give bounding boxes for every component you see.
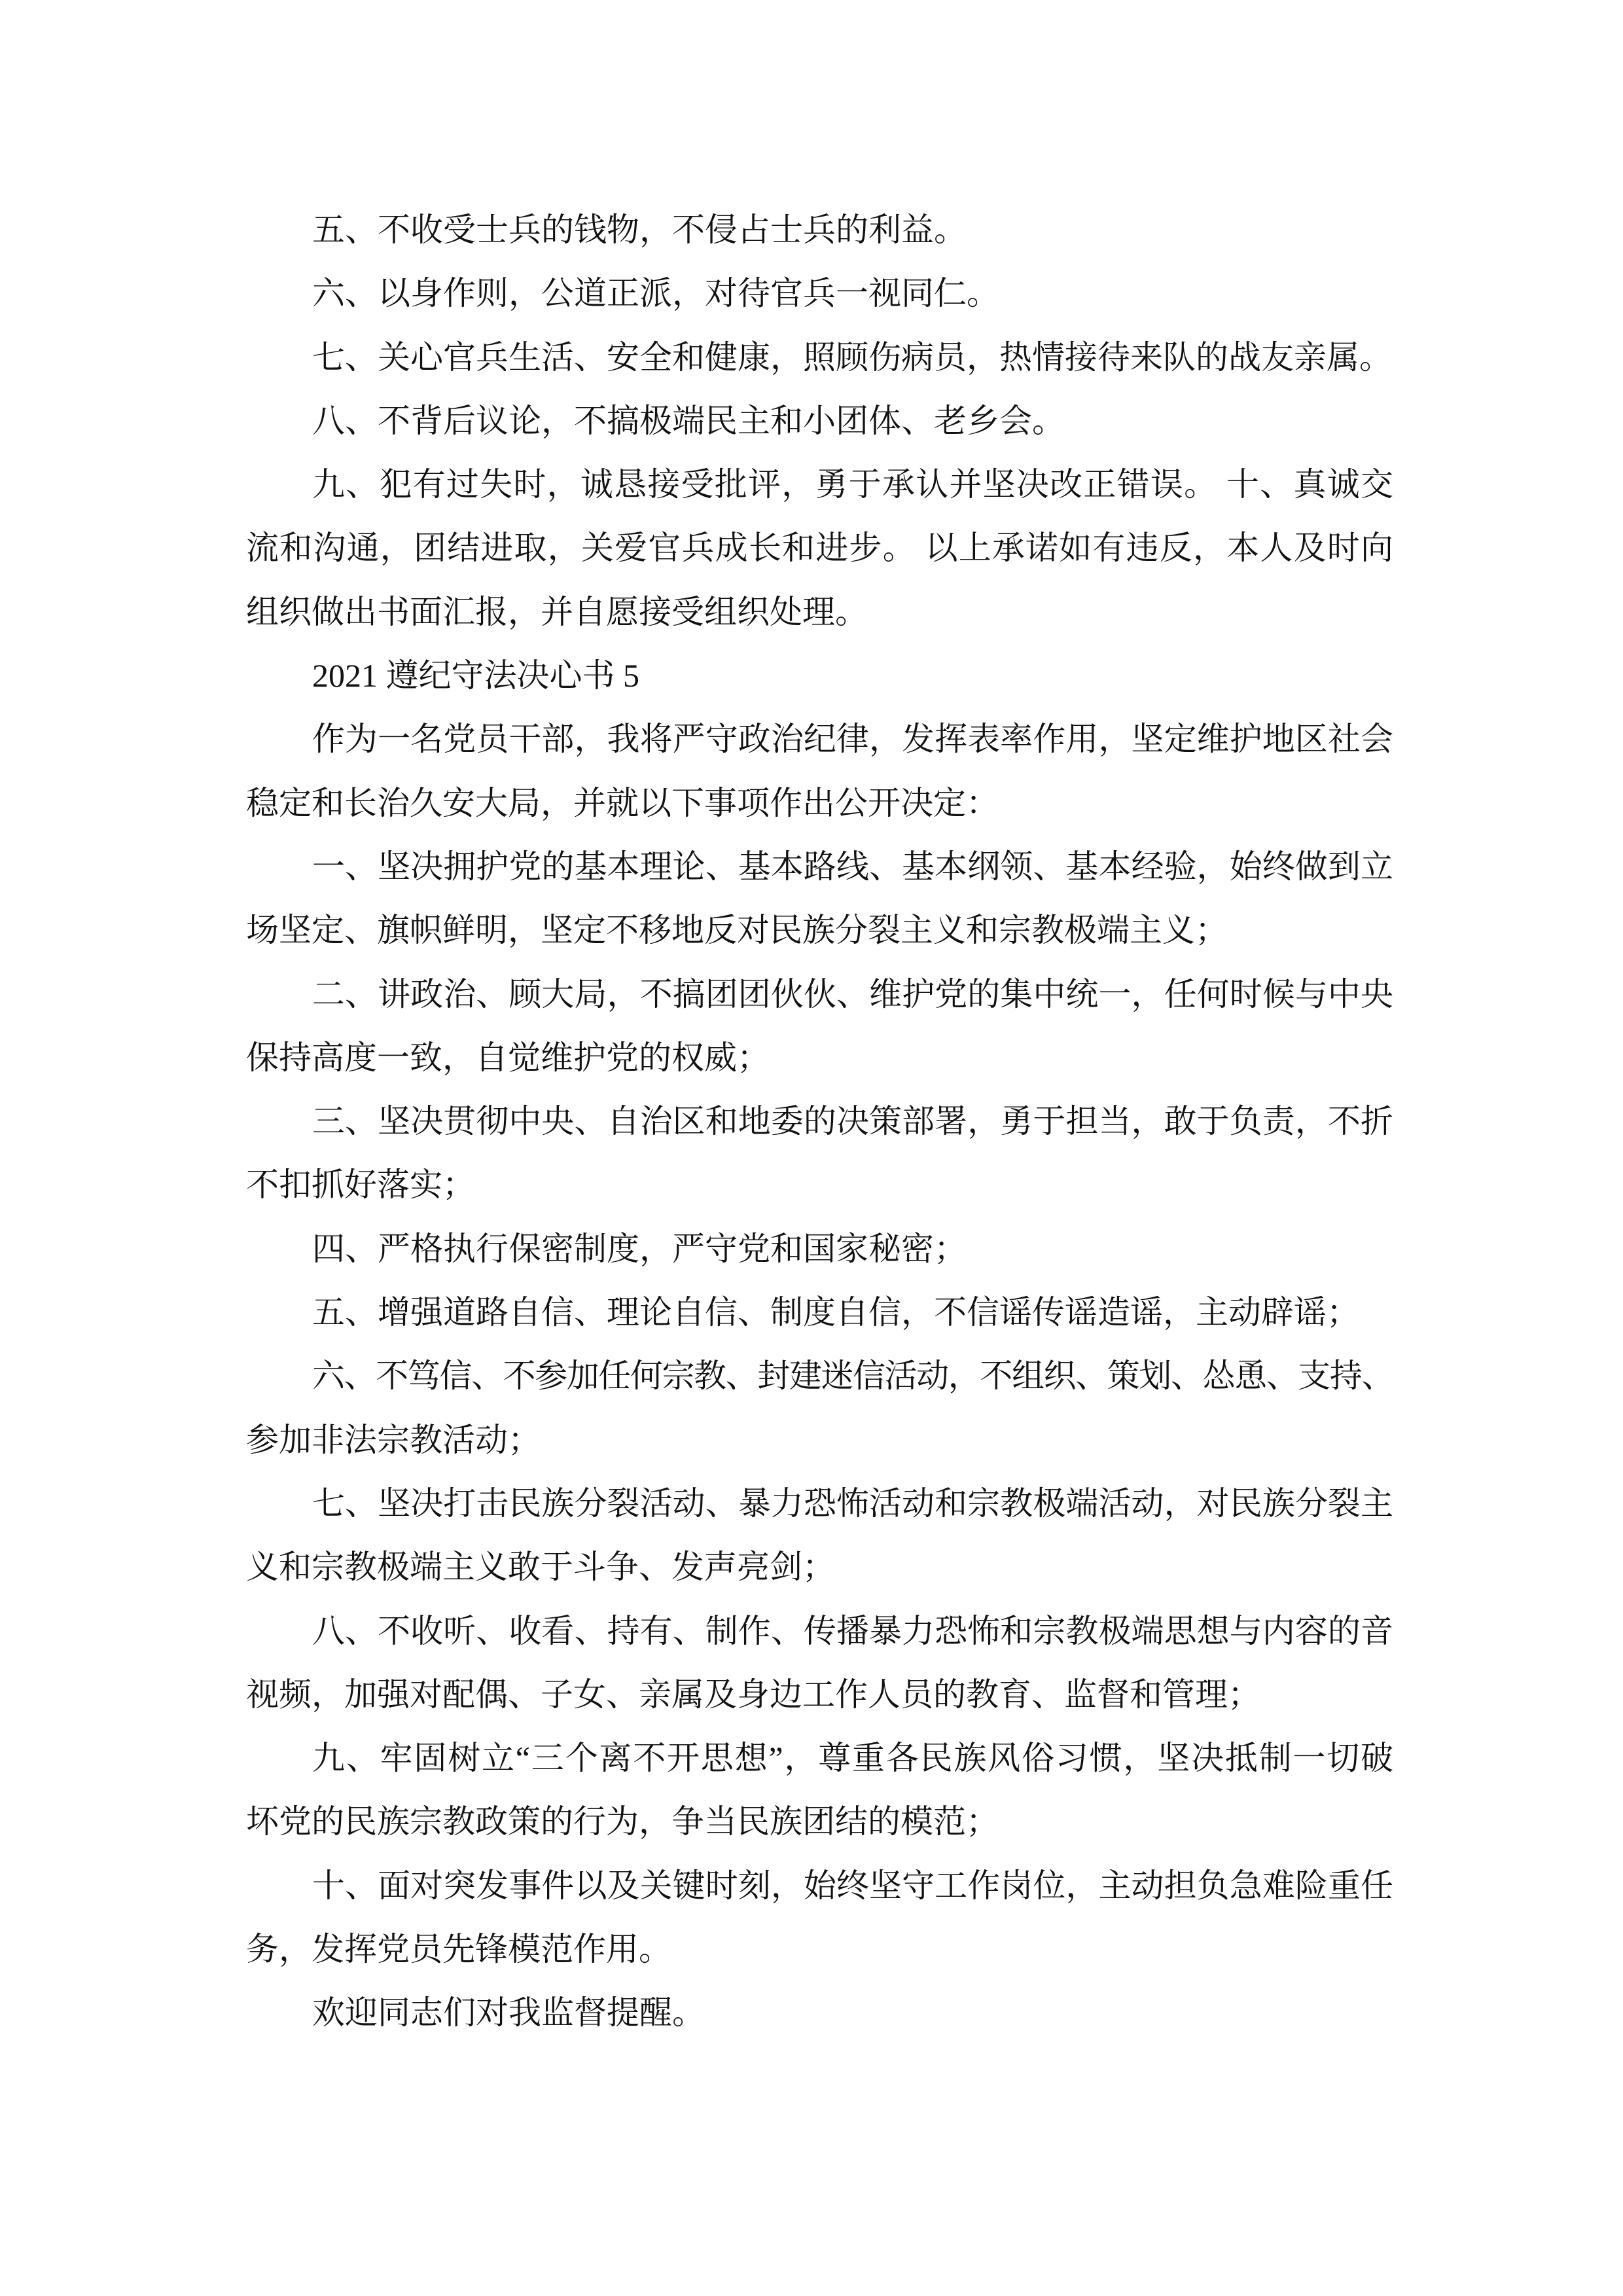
text-line: 一、坚决拥护党的基本理论、基本路线、基本纲领、基本经验，始终做到立: [312, 848, 1393, 885]
text-line: 欢迎同志们对我监督提醒。: [312, 1994, 705, 2032]
text-line: 义和宗教极端主义敢于斗争、发声亮剑；: [246, 1549, 835, 1586]
text-line: 稳定和长治久安大局，并就以下事项作出公开决定：: [246, 784, 999, 821]
text-line: 作为一名党员干部，我将严守政治纪律，发挥表率作用，坚定维护地区社会: [312, 721, 1393, 758]
text-line: 四、严格执行保密制度，严守党和国家秘密；: [312, 1230, 967, 1267]
text-line: 五、不收受士兵的钱物，不侵占士兵的利益。: [312, 211, 967, 248]
text-line: 五、增强道路自信、理论自信、制度自信，不信谣传谣造谣，主动辟谣；: [312, 1294, 1359, 1331]
text-line: 九、牢固树立“三个离不开思想”，尊重各民族风俗习惯，坚决抵制一切破: [312, 1740, 1393, 1777]
text-line: 不扣抓好落实；: [246, 1166, 475, 1204]
text-line: 八、不背后议论，不搞极端民主和小团体、老乡会。: [312, 402, 1065, 439]
text-line: 坏党的民族宗教政策的行为，争当民族团结的模范；: [246, 1803, 999, 1840]
text-line: 视频，加强对配偶、子女、亲属及身边工作人员的教育、监督和管理；: [246, 1676, 1260, 1713]
text-line: 六、以身作则，公道正派，对待官兵一视同仁。: [312, 275, 999, 312]
text-line: 2021 遵纪守法决心书 5: [312, 657, 639, 694]
text-line: 九、犯有过失时，诚恳接受批评，勇于承认并坚决改正错误。 十、真诚交: [312, 466, 1393, 503]
text-line: 保持高度一致，自觉维护党的权威；: [246, 1039, 770, 1076]
text-line: 八、不收听、收看、持有、制作、传播暴力恐怖和宗教极端思想与内容的音: [312, 1612, 1393, 1649]
text-line: 流和沟通，团结进取，关爱官兵成长和进步。 以上承诺如有违反，本人及时向: [246, 529, 1393, 567]
text-line: 组织做出书面汇报，并自愿接受组织处理。: [246, 593, 868, 630]
text-line: 三、坚决贯彻中央、自治区和地委的决策部署，勇于担当，敢于负责，不折: [312, 1103, 1393, 1140]
text-line: 七、关心官兵生活、安全和健康，照顾伤病员，热情接待来队的战友亲属。: [312, 338, 1392, 376]
text-line: 十、面对突发事件以及关键时刻，始终坚守工作岗位，主动担负急难险重任: [312, 1867, 1393, 1904]
text-line: 务，发挥党员先锋模范作用。: [246, 1931, 671, 1968]
document-text-column: [246, 198, 1393, 2045]
text-line: 六、不笃信、不参加任何宗教、封建迷信活动，不组织、策划、怂恿、支持、: [312, 1357, 1393, 1395]
text-line: 七、坚决打击民族分裂活动、暴力恐怖活动和宗教极端活动，对民族分裂主: [312, 1484, 1393, 1522]
text-line: 二、讲政治、顾大局，不搞团团伙伙、维护党的集中统一，任何时候与中央: [312, 975, 1393, 1013]
text-line: 参加非法宗教活动；: [246, 1421, 541, 1458]
text-line: 场坚定、旗帜鲜明，坚定不移地反对民族分裂主义和宗教极端主义；: [246, 912, 1228, 949]
